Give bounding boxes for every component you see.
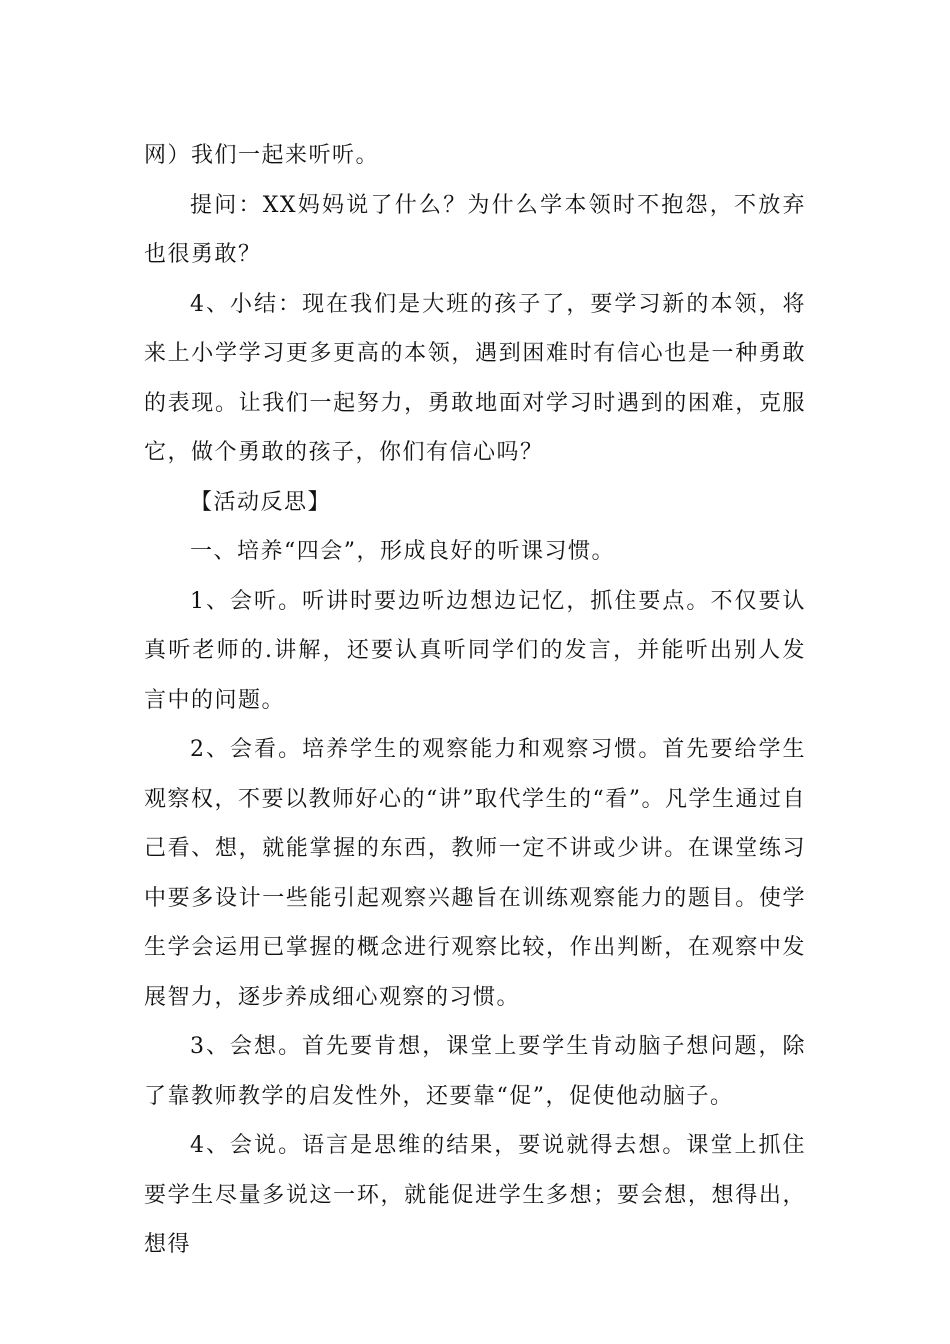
paragraph-continuation: 网）我们一起来听听。 <box>144 143 380 168</box>
paragraph-item-listen: 1、会听。听讲时要边听边想边记忆，抓住要点。不仅要认真听老师的.讲解，还要认真听同学们的发言，并能听出别人发言中的问题。 <box>144 588 806 713</box>
paragraph-point-one: 一、培养“四会”，形成良好的听课习惯。 <box>190 539 615 564</box>
paragraph-item-think: 3、会想。首先要肯想，课堂上要学生肯动脑子想问题，除了靠教师教学的启发性外，还要靠“促”，促使他动脑子。 <box>144 1034 806 1109</box>
document-body <box>144 131 806 1270</box>
paragraph-item-speak: 4、会说。语言是思维的结果，要说就得去想。课堂上抓住要学生尽量多说这一环，就能促进学生多想；要会想，想得出，想得 <box>144 1133 806 1257</box>
paragraph-question: 提问：XX妈妈说了什么？为什么学本领时不抱怨，不放弃也很勇敢？ <box>144 192 806 267</box>
paragraph-summary: 4、小结：现在我们是大班的孩子了，要学习新的本领，将来上小学学习更多更高的本领，遇到困难时有信心也是一种勇敢的表现。让我们一起努力，勇敢地面对学习时遇到的困难，克服它，做个勇敢的孩子，你们有信心吗？ <box>144 291 806 465</box>
section-heading-reflection: 【活动反思】 <box>190 489 332 515</box>
paragraph-item-look: 2、会看。培养学生的观察能力和观察习惯。首先要给学生观察权，不要以教师好心的“讲”取代学生的“看”。凡学生通过自己看、想，就能掌握的东西，教师一定不讲或少讲。在课堂练习中要多设计一些能引起观察兴趣旨在训练观察能力的题目。使学生学会运用已掌握的概念进行观察比较，作出判断，在观察中发展智力，逐步养成细心观察的习惯。 <box>144 737 806 1010</box>
